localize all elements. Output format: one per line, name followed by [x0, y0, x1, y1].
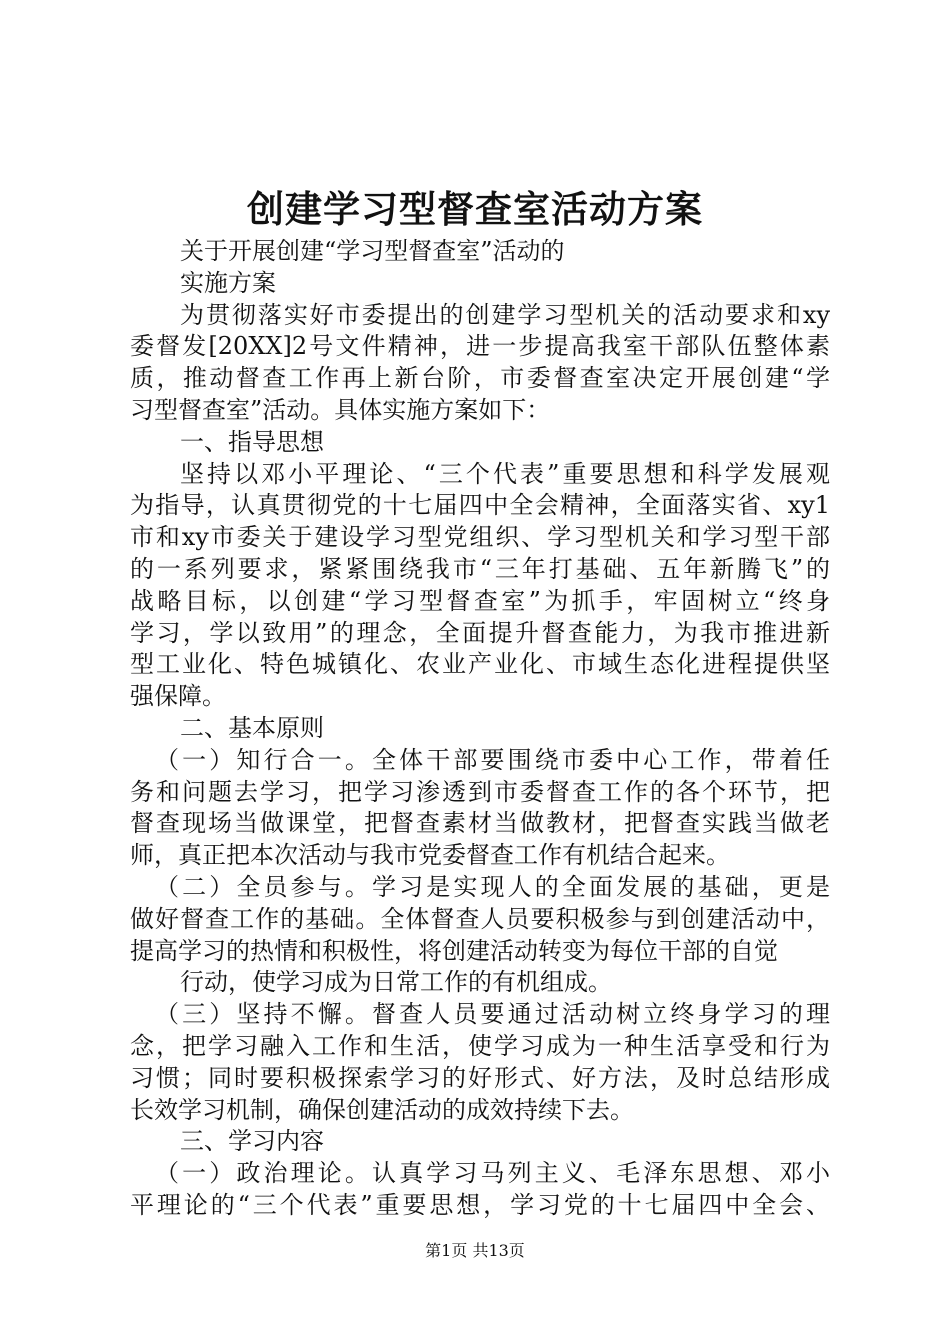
- text-line: 为指导，认真贯彻党的十七届四中全会精神，全面落实省、xy1: [130, 491, 830, 520]
- text-line: 长效学习机制，确保创建活动的成效持续下去。: [130, 1095, 634, 1124]
- document-title: 创建学习型督查室活动方案: [247, 187, 703, 231]
- section-heading: 二、基本原则: [180, 713, 324, 742]
- text-line: 型工业化、特色城镇化、农业产业化、市域生态化进程提供坚: [130, 650, 830, 679]
- text-line: 战略目标，以创建“学习型督查室”为抓手，牢固树立“终身: [130, 586, 830, 615]
- text-line: 关于开展创建“学习型督查室”活动的: [180, 237, 565, 265]
- text-line: 坚持以邓小平理论、“三个代表”重要思想和科学发展观: [180, 459, 830, 488]
- text-line: 做好督查工作的基础。全体督查人员要积极参与到创建活动中，: [130, 904, 830, 933]
- text-line: 务和问题去学习，把学习渗透到市委督查工作的各个环节，把: [130, 777, 830, 806]
- text-line: 督查现场当做课堂，把督查素材当做教材，把督查实践当做老: [130, 809, 830, 838]
- text-line: 的一系列要求，紧紧围绕我市“三年打基础、五年新腾飞”的: [130, 554, 830, 583]
- section-heading: 一、指导思想: [180, 427, 324, 456]
- text-line: 念，把学习融入工作和生活，使学习成为一种生活享受和行为: [130, 1031, 830, 1060]
- section-heading: 三、学习内容: [180, 1127, 324, 1156]
- text-line: 习型督查室”活动。具体实施方案如下：: [130, 395, 551, 424]
- text-line: 提高学习的热情和积极性，将创建活动转变为每位干部的自觉: [130, 936, 778, 965]
- text-line: 实施方案: [180, 268, 276, 297]
- page-footer: 第1页 共13页: [425, 1241, 525, 1260]
- text-line: （一）知行合一。全体干部要围绕市委中心工作，带着任: [155, 745, 830, 774]
- text-line: （三）坚持不懈。督查人员要通过活动树立终身学习的理: [155, 1000, 830, 1029]
- text-line: 行动，使学习成为日常工作的有机组成。: [180, 968, 612, 997]
- text-line: 为贯彻落实好市委提出的创建学习型机关的活动要求和xy: [180, 300, 830, 329]
- text-line: （二）全员参与。学习是实现人的全面发展的基础，更是: [155, 872, 830, 901]
- text-line: 师，真正把本次活动与我市党委督查工作有机结合起来。: [130, 841, 730, 870]
- text-line: 市和xy市委关于建设学习型党组织、学习型机关和学习型干部: [130, 523, 830, 552]
- text-line: 平理论的“三个代表”重要思想，学习党的十七届四中全会、: [130, 1190, 830, 1219]
- document-body: [130, 236, 830, 1222]
- text-line: 学习，学以致用”的理念，全面提升督查能力，为我市推进新: [130, 618, 830, 647]
- text-line: 质，推动督查工作再上新台阶，市委督查室决定开展创建“学: [130, 364, 830, 393]
- text-line: 强保障。: [130, 682, 226, 711]
- text-line: 委督发[20XX]2号文件精神，进一步提高我室干部队伍整体素: [130, 332, 830, 361]
- text-line: （一）政治理论。认真学习马列主义、毛泽东思想、邓小: [155, 1159, 830, 1188]
- text-line: 习惯；同时要积极探索学习的好形式、好方法，及时总结形成: [130, 1063, 830, 1092]
